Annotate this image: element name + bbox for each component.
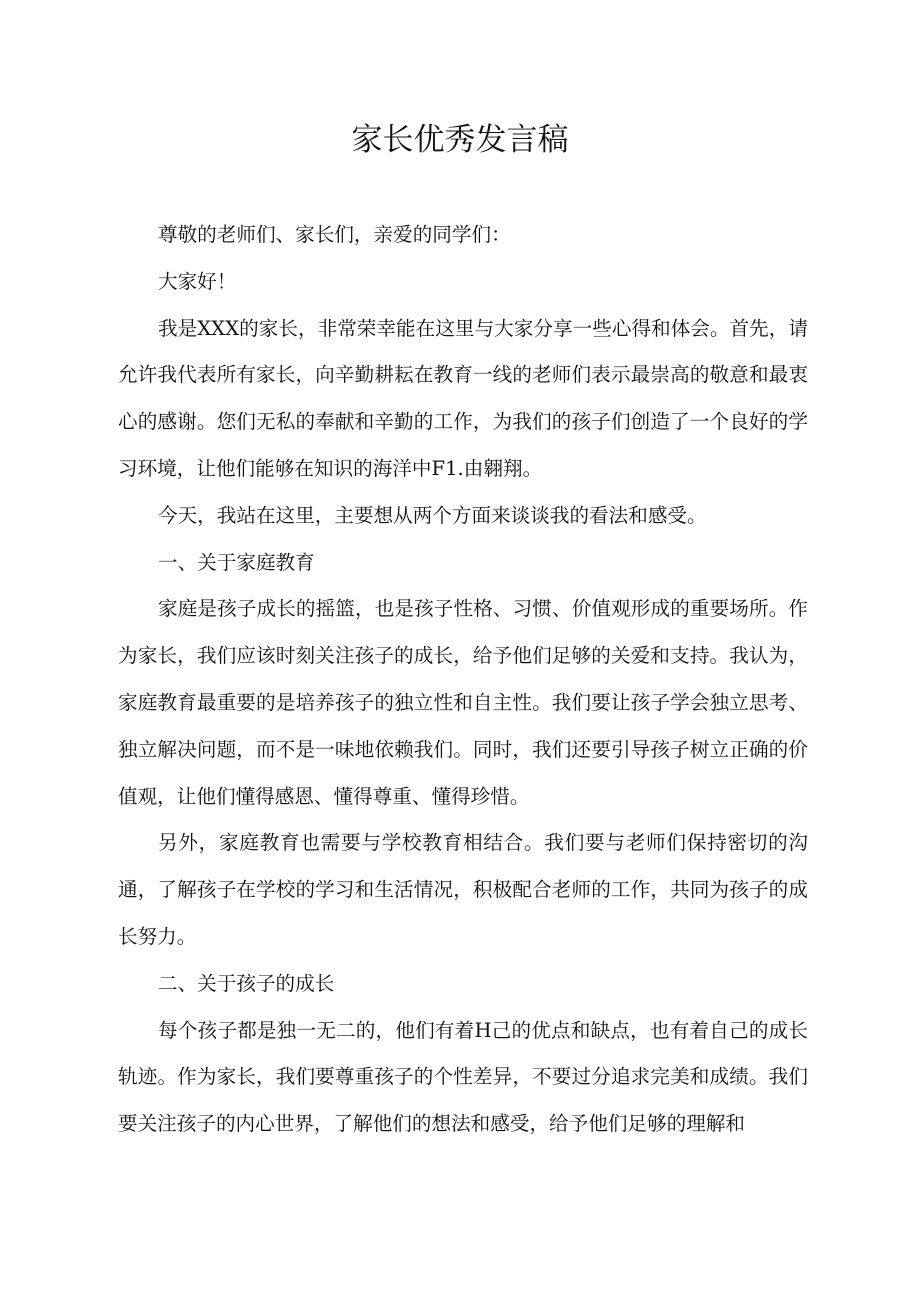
- greeting-paragraph: 大家好！: [158, 269, 237, 293]
- topic-paragraph: 今天，我站在这里，主要想从两个方面来谈谈我的看法和感受。: [158, 503, 707, 527]
- family-education-paragraph: 家庭是孩子成长的摇篮，也是孩子性格、习惯、价值观形成的重要场所。作为家长，我们应该时刻关注孩子的成长，给予他们足够的关爱和支持。我认为，家庭教育最重要的是培养孩子的独立性和自主性。我们要让孩子学会独立思考、独立解决问题，而不是一味地依赖我们。同时，我们还要引导孩子树立正确的价值观，让他们懂得感恩、懂得尊重、懂得珍惜。: [118, 597, 808, 808]
- intro-paragraph: 我是XXX的家长，非常荣幸能在这里与大家分享一些心得和体会。首先，请允许我代表所有家长，向辛勤耕耘在教育一线的老师们表示最崇高的敬意和最衷心的感谢。您们无私的奉献和辛勤的工作，为我们的孩子们创造了一个良好的学习环境，让他们能够在知识的海洋中F1.由翱翔。: [118, 316, 808, 480]
- child-growth-paragraph: 每个孩子都是独一无二的，他们有着H己的优点和缺点，也有着自己的成长轨迹。作为家长，我们要尊重孩子的个性差异，不要过分追求完美和成绩。我们要关注孩子的内心世界，了解他们的想法和感受，给予他们足够的理解和: [118, 1018, 808, 1136]
- home-school-paragraph: 另外，家庭教育也需要与学校教育相结合。我们要与老师们保持密切的沟通，了解孩子在学校的学习和生活情况，积极配合老师的工作，共同为孩子的成长努力。: [118, 831, 808, 948]
- section-heading-family-education: 一、关于家庭教育: [158, 550, 315, 574]
- section-heading-child-growth: 二、关于孩子的成长: [158, 971, 335, 995]
- document-body: [118, 212, 808, 1148]
- document-title: 家长优秀发言稿: [351, 122, 569, 158]
- salutation-paragraph: 尊敬的老师们、家长们，亲爱的同学们：: [158, 223, 511, 246]
